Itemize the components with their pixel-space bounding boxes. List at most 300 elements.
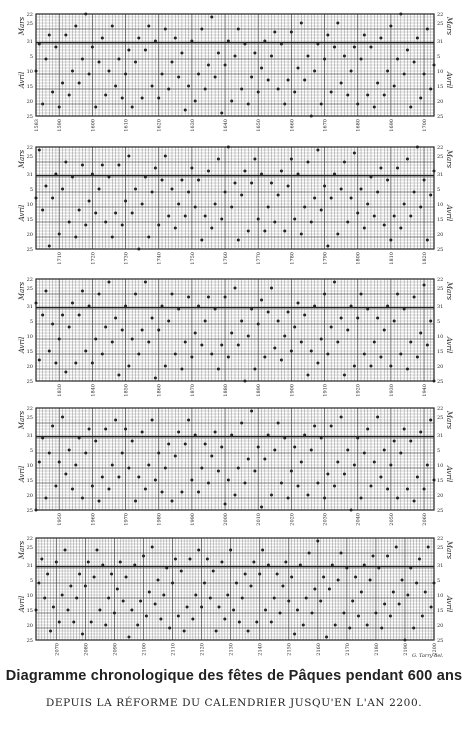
- easter-date-point: [326, 34, 329, 37]
- x-tick-label: 1980: [156, 513, 163, 526]
- easter-date-point: [280, 359, 283, 362]
- easter-date-point: [177, 615, 180, 618]
- easter-date-point: [81, 58, 84, 61]
- easter-date-point: [247, 630, 250, 633]
- easter-date-point: [395, 546, 398, 549]
- easter-date-point: [386, 555, 389, 558]
- easter-date-point: [290, 470, 293, 473]
- easter-date-point: [38, 43, 41, 46]
- y-tick-label-left: 22: [26, 12, 33, 18]
- easter-date-point: [110, 573, 113, 576]
- easter-date-point: [137, 353, 140, 356]
- easter-date-point: [323, 185, 326, 188]
- easter-date-point: [61, 314, 64, 317]
- x-tick-label: 1590: [57, 119, 64, 132]
- easter-date-point: [433, 64, 436, 67]
- easter-date-point: [238, 621, 241, 624]
- easter-date-point: [44, 58, 47, 61]
- easter-date-point: [117, 476, 120, 479]
- easter-date-point: [293, 633, 296, 636]
- easter-date-point: [399, 353, 402, 356]
- easter-date-point: [426, 239, 429, 242]
- easter-date-point: [297, 67, 300, 70]
- x-tick-label: 2170: [344, 643, 351, 656]
- easter-date-point: [320, 437, 323, 440]
- x-tick-label: 2010: [256, 513, 263, 526]
- easter-date-point: [40, 558, 43, 561]
- easter-date-point: [154, 603, 157, 606]
- easter-date-point: [98, 500, 101, 503]
- easter-date-point: [244, 573, 247, 576]
- easter-date-point: [71, 176, 74, 179]
- easter-date-point: [234, 55, 237, 58]
- easter-date-point: [35, 302, 38, 305]
- easter-date-point: [127, 365, 130, 368]
- axis-label-mars-right: Mars: [445, 281, 453, 301]
- easter-date-point: [363, 353, 366, 356]
- easter-date-point: [52, 606, 55, 609]
- easter-date-point: [373, 341, 376, 344]
- easter-date-point: [48, 452, 51, 455]
- y-tick-label-right: 5: [437, 54, 441, 60]
- easter-date-point: [403, 639, 406, 642]
- easter-date-point: [303, 79, 306, 82]
- x-tick-label: 1640: [223, 119, 230, 132]
- easter-date-point: [170, 188, 173, 191]
- easter-date-point: [194, 206, 197, 209]
- y-tick-label-left: 15: [26, 478, 33, 484]
- easter-date-point: [117, 164, 120, 167]
- easter-date-point: [113, 612, 116, 615]
- easter-date-point: [366, 428, 369, 431]
- easter-date-point: [217, 158, 220, 161]
- x-tick-label: 1850: [123, 384, 130, 397]
- easter-date-point: [240, 320, 243, 323]
- easter-date-point: [264, 609, 267, 612]
- easter-date-point: [54, 362, 57, 365]
- y-tick-label-right: 22: [437, 145, 444, 151]
- y-tick-label-left: 25: [26, 638, 33, 644]
- easter-date-point: [337, 579, 340, 582]
- easter-date-point: [353, 152, 356, 155]
- easter-date-point: [290, 576, 293, 579]
- easter-date-point: [49, 630, 52, 633]
- easter-date-point: [200, 606, 203, 609]
- easter-date-point: [383, 94, 386, 97]
- easter-date-point: [220, 446, 223, 449]
- easter-date-point: [283, 230, 286, 233]
- easter-date-point: [398, 603, 401, 606]
- easter-date-point: [54, 173, 57, 176]
- easter-date-point: [287, 185, 290, 188]
- easter-date-point: [43, 597, 46, 600]
- easter-date-point: [323, 497, 326, 500]
- easter-date-point: [273, 221, 276, 224]
- easter-date-point: [124, 73, 127, 76]
- easter-date-point: [124, 428, 127, 431]
- y-tick-label-left: 10: [26, 593, 33, 599]
- y-tick-label-right: 25: [437, 247, 444, 253]
- easter-date-point: [293, 326, 296, 329]
- easter-date-point: [194, 434, 197, 437]
- easter-date-point: [369, 176, 372, 179]
- easter-date-point: [114, 317, 117, 320]
- easter-date-point: [401, 579, 404, 582]
- y-tick-label-left: 5: [29, 319, 33, 325]
- easter-date-point: [283, 437, 286, 440]
- easter-date-point: [376, 317, 379, 320]
- easter-date-point: [313, 425, 316, 428]
- y-tick-label-right: 22: [437, 406, 444, 412]
- easter-date-point: [212, 570, 215, 573]
- y-tick-label-left: 5: [29, 54, 33, 60]
- easter-date-point: [386, 488, 389, 491]
- easter-date-point: [409, 567, 412, 570]
- easter-date-point: [360, 497, 363, 500]
- easter-date-point: [340, 416, 343, 419]
- easter-date-point: [300, 233, 303, 236]
- easter-date-point: [91, 362, 94, 365]
- easter-date-point: [137, 37, 140, 40]
- easter-date-point: [334, 624, 337, 627]
- easter-date-point: [350, 70, 353, 73]
- y-tick-label-left: 25: [26, 415, 33, 421]
- easter-date-point: [127, 467, 130, 470]
- easter-date-point: [137, 476, 140, 479]
- easter-date-point: [316, 43, 319, 46]
- easter-date-point: [220, 112, 223, 115]
- x-tick-label: 1650: [256, 119, 263, 132]
- easter-date-point: [356, 437, 359, 440]
- easter-date-point: [127, 155, 130, 158]
- easter-date-point: [64, 371, 67, 374]
- easter-date-point: [403, 73, 406, 76]
- easter-date-point: [270, 55, 273, 58]
- easter-date-point: [151, 317, 154, 320]
- easter-date-point: [44, 185, 47, 188]
- y-tick-label-left: 31: [26, 433, 33, 439]
- y-tick-label-left: 22: [26, 536, 33, 542]
- easter-date-point: [204, 443, 207, 446]
- easter-date-point: [147, 464, 150, 467]
- y-tick-label-right: 15: [437, 84, 444, 90]
- easter-date-point: [104, 221, 107, 224]
- easter-date-point: [144, 176, 147, 179]
- easter-date-point: [35, 70, 38, 73]
- easter-date-point: [427, 546, 430, 549]
- easter-date-point: [389, 239, 392, 242]
- easter-date-point: [74, 362, 77, 365]
- easter-date-point: [328, 588, 331, 591]
- y-tick-label-left: 5: [29, 578, 33, 584]
- x-tick-label: 1930: [388, 384, 395, 397]
- easter-date-point: [313, 70, 316, 73]
- easter-date-point: [433, 479, 436, 482]
- easter-date-point: [356, 212, 359, 215]
- easter-date-point: [58, 233, 61, 236]
- easter-date-point: [263, 458, 266, 461]
- x-tick-label: 1830: [57, 384, 64, 397]
- easter-date-point: [51, 197, 54, 200]
- easter-date-point: [94, 338, 97, 341]
- easter-date-point: [333, 485, 336, 488]
- easter-date-point: [369, 46, 372, 49]
- easter-date-point: [188, 558, 191, 561]
- easter-date-point: [234, 287, 237, 290]
- easter-date-point: [333, 46, 336, 49]
- y-tick-label-right: 31: [437, 433, 444, 439]
- easter-date-point: [93, 576, 96, 579]
- easter-date-point: [174, 353, 177, 356]
- easter-date-point: [111, 341, 114, 344]
- easter-date-point: [174, 455, 177, 458]
- easter-date-point: [399, 452, 402, 455]
- easter-date-point: [293, 218, 296, 221]
- x-tick-label: 1860: [156, 384, 163, 397]
- easter-date-point: [61, 82, 64, 85]
- x-tick-label: 2070: [54, 643, 61, 656]
- x-tick-label: 1890: [256, 384, 263, 397]
- x-tick-label: 2130: [228, 643, 235, 656]
- easter-date-point: [164, 365, 167, 368]
- easter-date-point: [217, 368, 220, 371]
- easter-date-point: [180, 368, 183, 371]
- easter-date-point: [316, 482, 319, 485]
- y-tick-label-right: 10: [437, 202, 444, 208]
- easter-date-point: [270, 182, 273, 185]
- y-tick-label-right: 22: [437, 536, 444, 542]
- x-tick-label: 2150: [286, 643, 293, 656]
- easter-date-point: [290, 350, 293, 353]
- easter-date-point: [343, 55, 346, 58]
- y-tick-label-right: 20: [437, 623, 444, 629]
- easter-date-point: [139, 600, 142, 603]
- easter-date-point: [194, 332, 197, 335]
- easter-date-point: [316, 149, 319, 152]
- y-tick-label-left: 25: [26, 508, 33, 514]
- easter-date-point: [302, 624, 305, 627]
- easter-date-point: [78, 209, 81, 212]
- y-tick-label-left: 15: [26, 84, 33, 90]
- x-tick-label: 2090: [112, 643, 119, 656]
- easter-date-point: [299, 564, 302, 567]
- easter-date-point: [313, 305, 316, 308]
- y-tick-label-left: 31: [26, 304, 33, 310]
- easter-date-point: [64, 161, 67, 164]
- easter-date-point: [346, 94, 349, 97]
- easter-date-point: [247, 335, 250, 338]
- easter-date-point: [164, 467, 167, 470]
- easter-date-point: [144, 488, 147, 491]
- easter-date-point: [258, 573, 261, 576]
- easter-date-point: [55, 561, 58, 564]
- x-tick-label: 1950: [57, 513, 64, 526]
- easter-date-point: [104, 624, 107, 627]
- easter-date-point: [170, 500, 173, 503]
- easter-date-point: [260, 67, 263, 70]
- easter-date-point: [386, 70, 389, 73]
- easter-date-point: [300, 341, 303, 344]
- easter-date-point: [206, 558, 209, 561]
- easter-date-point: [419, 206, 422, 209]
- y-tick-label-left: 25: [26, 154, 33, 160]
- y-tick-label-left: 20: [26, 493, 33, 499]
- x-tick-label: 2200: [432, 643, 438, 656]
- y-tick-label-left: 25: [26, 114, 33, 120]
- easter-date-point: [346, 329, 349, 332]
- easter-date-point: [187, 191, 190, 194]
- easter-date-point: [121, 224, 124, 227]
- easter-date-point: [418, 558, 421, 561]
- y-tick-label-left: 10: [26, 202, 33, 208]
- easter-date-point: [35, 197, 38, 200]
- easter-date-point: [393, 85, 396, 88]
- easter-date-point: [415, 582, 418, 585]
- easter-date-point: [416, 356, 419, 359]
- easter-date-point: [267, 434, 270, 437]
- y-tick-label-right: 10: [437, 69, 444, 75]
- easter-date-point: [210, 227, 213, 230]
- easter-date-point: [343, 161, 346, 164]
- easter-date-point: [423, 284, 426, 287]
- easter-date-point: [243, 482, 246, 485]
- easter-date-point: [426, 464, 429, 467]
- easter-date-point: [41, 437, 44, 440]
- x-tick-label: 1750: [189, 252, 196, 265]
- easter-date-point: [363, 34, 366, 37]
- easter-date-point: [293, 91, 296, 94]
- easter-date-point: [230, 434, 233, 437]
- x-tick-label: 1720: [90, 252, 97, 265]
- easter-date-point: [190, 40, 193, 43]
- easter-date-point: [336, 461, 339, 464]
- easter-date-point: [184, 341, 187, 344]
- easter-date-point: [340, 188, 343, 191]
- easter-date-point: [303, 434, 306, 437]
- easter-date-point: [170, 293, 173, 296]
- easter-date-point: [51, 425, 54, 428]
- easter-date-point: [426, 344, 429, 347]
- easter-date-point: [162, 594, 165, 597]
- axis-label-avril-left: Avril: [18, 204, 26, 222]
- easter-date-point: [290, 31, 293, 34]
- easter-date-point: [360, 58, 363, 61]
- easter-date-point: [331, 564, 334, 567]
- easter-date-point: [240, 422, 243, 425]
- easter-date-point: [38, 149, 41, 152]
- y-tick-label-right: 20: [437, 232, 444, 238]
- easter-date-point: [81, 290, 84, 293]
- easter-date-point: [94, 106, 97, 109]
- easter-date-point: [424, 591, 427, 594]
- easter-date-point: [170, 61, 173, 64]
- easter-date-point: [75, 597, 78, 600]
- easter-date-point: [78, 314, 81, 317]
- easter-date-point: [277, 194, 280, 197]
- easter-date-point: [237, 344, 240, 347]
- easter-date-point: [369, 485, 372, 488]
- easter-date-point: [81, 497, 84, 500]
- easter-date-point: [406, 488, 409, 491]
- easter-date-point: [64, 473, 67, 476]
- x-tick-label: 1730: [123, 252, 130, 265]
- easter-date-point: [94, 440, 97, 443]
- easter-date-point: [343, 374, 346, 377]
- easter-date-point: [386, 179, 389, 182]
- easter-date-point: [235, 582, 238, 585]
- x-tick-label: 2040: [355, 513, 362, 526]
- easter-date-point: [393, 215, 396, 218]
- easter-date-point: [151, 85, 154, 88]
- y-tick-label-right: 31: [437, 172, 444, 178]
- easter-date-point: [273, 347, 276, 350]
- x-tick-label: 1760: [223, 252, 230, 265]
- easter-date-point: [215, 630, 218, 633]
- easter-date-point: [174, 558, 177, 561]
- easter-date-point: [134, 500, 137, 503]
- easter-date-point: [214, 76, 217, 79]
- easter-date-point: [409, 440, 412, 443]
- easter-date-point: [247, 230, 250, 233]
- easter-date-point: [37, 582, 40, 585]
- easter-date-point: [197, 491, 200, 494]
- x-tick-label: 1790: [322, 252, 329, 265]
- easter-date-point: [148, 591, 151, 594]
- easter-date-point: [183, 630, 186, 633]
- easter-date-point: [429, 88, 432, 91]
- easter-date-point: [84, 350, 87, 353]
- easter-date-point: [104, 428, 107, 431]
- easter-date-point: [41, 103, 44, 106]
- x-tick-label: 2140: [257, 643, 264, 656]
- easter-date-point: [191, 618, 194, 621]
- easter-date-point: [403, 308, 406, 311]
- easter-date-point: [90, 621, 93, 624]
- easter-date-point: [399, 227, 402, 230]
- easter-date-point: [363, 564, 366, 567]
- easter-date-point: [117, 58, 120, 61]
- y-tick-label-left: 25: [26, 545, 33, 551]
- easter-date-point: [237, 239, 240, 242]
- easter-date-point: [104, 94, 107, 97]
- easter-date-point: [88, 428, 91, 431]
- easter-date-point: [260, 299, 263, 302]
- easter-date-point: [350, 305, 353, 308]
- easter-date-point: [168, 627, 171, 630]
- y-tick-label-left: 31: [26, 172, 33, 178]
- easter-date-point: [177, 203, 180, 206]
- easter-date-point: [409, 215, 412, 218]
- easter-date-point: [154, 40, 157, 43]
- easter-date-point: [98, 293, 101, 296]
- easter-date-point: [380, 627, 383, 630]
- easter-date-point: [413, 61, 416, 64]
- easter-date-point: [403, 203, 406, 206]
- easter-date-point: [69, 585, 72, 588]
- easter-date-point: [164, 28, 167, 31]
- easter-date-point: [287, 497, 290, 500]
- easter-date-point: [279, 612, 282, 615]
- easter-date-point: [403, 428, 406, 431]
- easter-date-point: [290, 158, 293, 161]
- easter-date-point: [376, 191, 379, 194]
- axis-label-avril-right: Avril: [445, 204, 453, 222]
- easter-date-point: [316, 540, 319, 543]
- y-tick-label-right: 25: [437, 415, 444, 421]
- easter-date-point: [377, 567, 380, 570]
- easter-date-point: [187, 296, 190, 299]
- easter-date-point: [371, 555, 374, 558]
